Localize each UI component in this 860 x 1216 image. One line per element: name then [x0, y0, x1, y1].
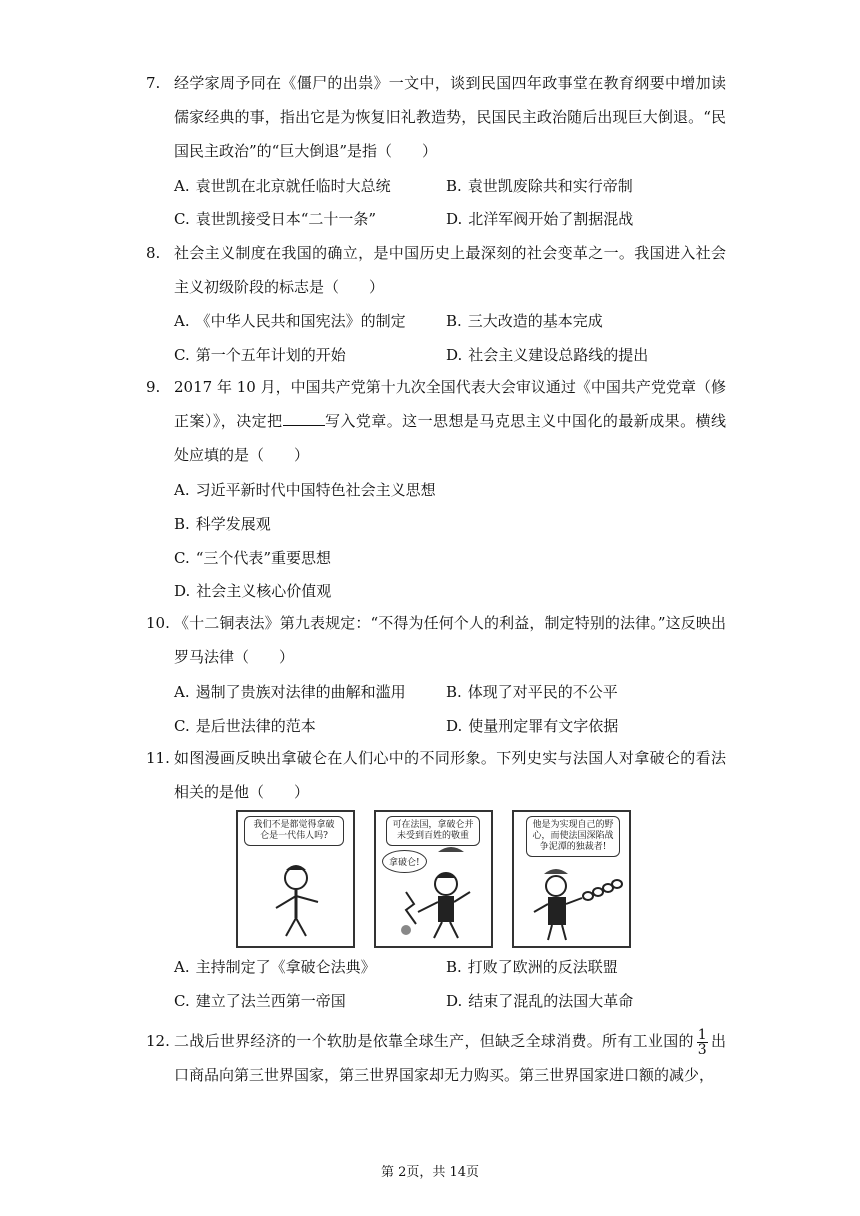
question-number: 7.: [146, 74, 161, 92]
option-b: B. 袁世凯废除共和实行帝制: [446, 177, 633, 195]
speaker-figure: [238, 812, 353, 946]
question-number: 10.: [146, 614, 170, 632]
speech-bubble: 我们不是都觉得拿破仑是一代伟人吗?: [244, 816, 344, 846]
speech-bubble: 他是为实现自己的野心，而使法国深陷战争泥潭的独裁者!: [526, 816, 620, 857]
question-text: 《十二铜表法》第九表规定：“不得为任何个人的利益，制定特别的法律。”这反映出罗马法律（ ）: [174, 614, 726, 666]
option-c: C. “三个代表”重要思想: [174, 549, 332, 567]
speech-bubble: 可在法国，拿破仑并未受到百姓的敬重: [386, 816, 480, 846]
option-b: B. 体现了对平民的不公平: [446, 683, 618, 701]
option-d: D. 社会主义核心价值观: [174, 582, 332, 600]
napoleon-cartoon: [236, 810, 626, 946]
option-a: A. 习近平新时代中国特色社会主义思想: [174, 481, 436, 499]
option-b: B. 三大改造的基本完成: [446, 312, 603, 330]
option-d: D. 社会主义建设总路线的提出: [446, 346, 649, 364]
option-d: D. 结束了混乱的法国大革命: [446, 992, 634, 1010]
question-text: 经学家周予同在《僵尸的出祟》一文中，谈到民国四年政事堂在教育纲要中增加读儒家经典的事，指出它是为恢复旧礼教造势，民国民主政治随后出现巨大倒退。“民国民主政治”的“巨大倒退”是指（ ）: [174, 74, 726, 160]
cartoon-panel-2: [374, 810, 493, 948]
option-a: A. 袁世凯在北京就任临时大总统: [174, 177, 391, 195]
option-a: A. 主持制定了《拿破仑法典》: [174, 958, 376, 976]
angry-figure: [376, 812, 491, 946]
question-12: [146, 1024, 726, 1092]
question-text: 2017 年 10 月，中国共产党第十九次全国代表大会审议通过《中国共产党党章（修正案）》，决定把 写入党章。这一思想是马克思主义中国化的最新成果。横线处应填的是（ ）: [174, 378, 726, 464]
option-b: B. 打败了欧洲的反法联盟: [446, 958, 618, 976]
question-text: 二战后世界经济的一个软肋是依靠全球生产，但缺乏全球消费。所有工业国的 $\frac{1}{3}$ 出口商品向第三世界国家，第三世界国家却无力购买。第三世界国家进口额的减少，: [174, 1026, 726, 1084]
question-11: [146, 741, 726, 809]
option-c: C. 袁世凯接受日本“二十一条”: [174, 210, 377, 228]
question-number: 9.: [146, 378, 161, 396]
cartoon-panel-3: [512, 810, 631, 948]
question-text: 如图漫画反映出拿破仑在人们心中的不同形象。下列史实与法国人对拿破仑的看法相关的是他（ ）: [174, 749, 726, 801]
question-8: [146, 236, 726, 304]
option-d: D. 使量刑定罪有文字依据: [446, 717, 619, 735]
question-7: [146, 66, 726, 168]
option-c: C. 第一个五年计划的开始: [174, 346, 346, 364]
question-text: 社会主义制度在我国的确立，是中国历史上最深刻的社会变革之一。我国进入社会主义初级阶段的标志是（ ）: [174, 244, 726, 296]
question-9: [146, 370, 726, 472]
option-a: A. 遏制了贵族对法律的曲解和滥用: [174, 683, 406, 701]
option-d: D. 北洋军阀开始了割据混战: [446, 210, 634, 228]
question-number: 11.: [146, 749, 170, 767]
dictator-figure: [514, 812, 629, 946]
option-c: C. 是后世法律的范本: [174, 717, 316, 735]
option-a: A. 《中华人民共和国宪法》的制定: [174, 312, 406, 330]
question-number: 8.: [146, 244, 161, 262]
page-footer: 第 2页，共 14页: [380, 1165, 480, 1180]
question-10: [146, 606, 726, 674]
fraction: $\frac{1}{3}$: [697, 1026, 707, 1058]
cartoon-panel-1: [236, 810, 355, 948]
napoleon-tag: 拿破仑!: [382, 850, 427, 873]
fill-blank: [283, 409, 325, 426]
option-b: B. 科学发展观: [174, 515, 271, 533]
option-c: C. 建立了法兰西第一帝国: [174, 992, 346, 1010]
question-number: 12.: [146, 1032, 170, 1050]
